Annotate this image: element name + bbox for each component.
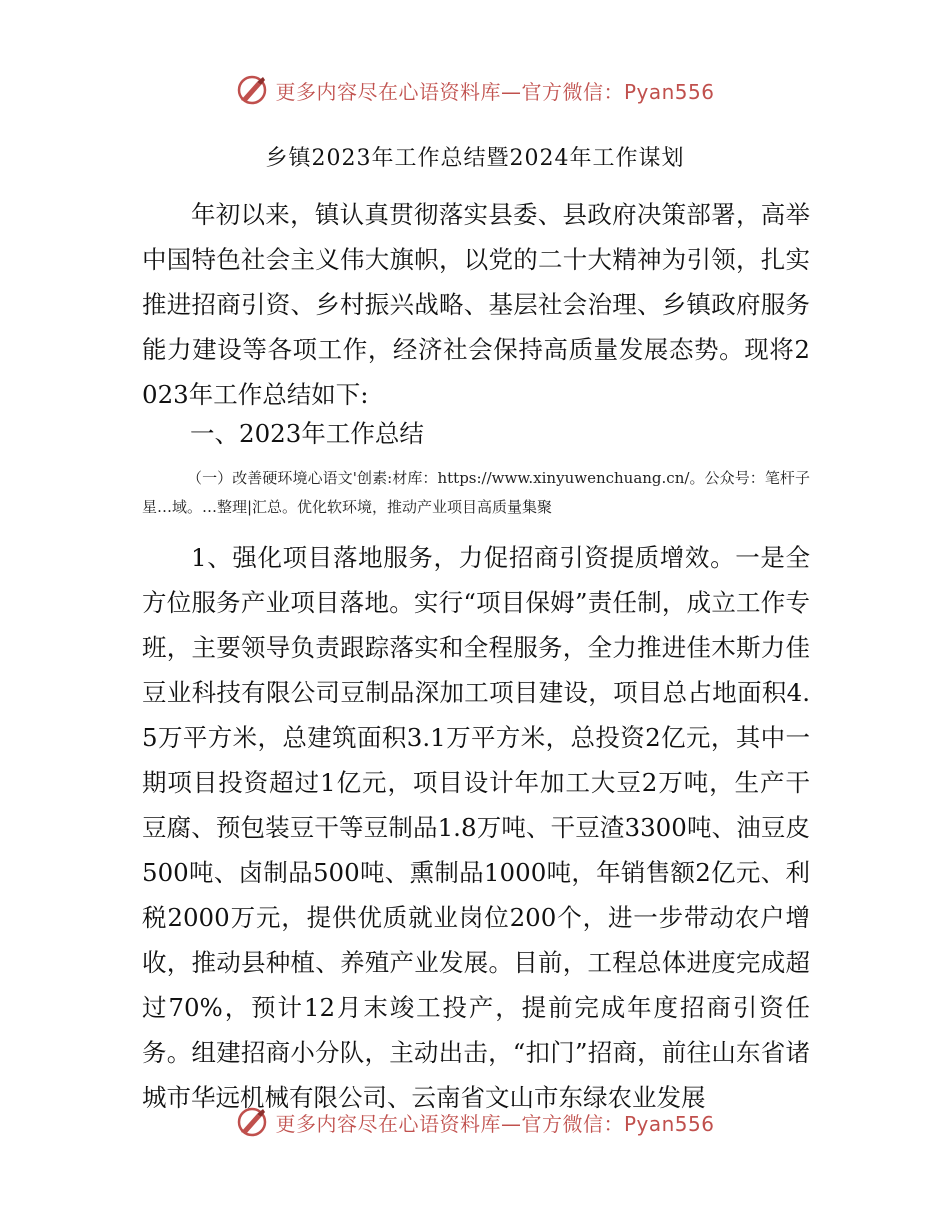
banner-text: 更多内容尽在心语资料库—官方微信：Pyan556 [275, 79, 715, 104]
header-banner [0, 70, 950, 110]
quill-pen-logo-icon [235, 1105, 269, 1139]
document-title: 乡镇2023年工作总结暨2024年工作谋划 [265, 146, 685, 171]
intro-paragraph: 年初以来，镇认真贯彻落实县委、县政府决策部署，高举中国特色社会主义伟大旗帜，以党的二十大精神为引领，扎实推进招商引资、乡村振兴战略、基层社会治理、乡镇政府服务能力建设等各项工作，经济社会保持高质量发展态势。现将2023年工作总结如下: [142, 200, 810, 409]
footer-banner [0, 1102, 950, 1142]
quill-pen-logo-icon [235, 73, 269, 107]
section-heading: 一、2023年工作总结 [190, 419, 424, 448]
paragraph-1: 1、强化项目落地服务，力促招商引资提质增效。一是全方位服务产业项目落地。实行“项目保姆”责任制，成立工作专班，主要领导负责跟踪落实和全程服务，全力推进佳木斯力佳豆业科技有限公司豆制品深加工项目建设，项目总占地面积4.5万平方米，总建筑面积3.1万平方米，总投资2亿元，其中一期项目投资超过1亿元，项目设计年加工大豆2万吨，生产干豆腐、预包装豆干等豆制品1.8万吨、干豆渣3300吨、油豆皮500吨、卤制品500吨、熏制品1000吨，年销售额2亿元、利税2000万元，提供优质就业岗位200个，进一步带动农户增收，推动县种植、养殖产业发展。目前，工程总体进度完成超过70%，预计12月末竣工投产，提前完成年度招商引资任务。组建招商小分队，主动出击，“扣门”招商，前往山东省诸城市华远机械有限公司、云南省文山市东绿农业发展 [142, 543, 810, 1112]
subsection-note: （一）改善硬环境心语文'创素:材库：https://www.xinyuwenchuang.cn/。公众号：笔杆子星…域。…整理|汇总。优化软环境，推动产业项目高质量集聚 [142, 469, 810, 516]
banner-text: 更多内容尽在心语资料库—官方微信：Pyan556 [275, 1111, 715, 1136]
